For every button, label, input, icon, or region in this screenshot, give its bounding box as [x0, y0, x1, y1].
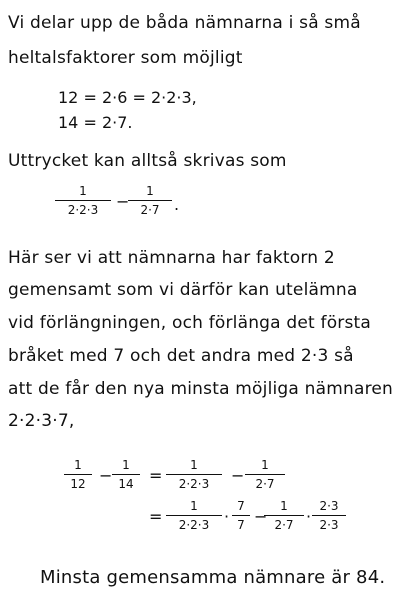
denominator: 2·2·3	[178, 477, 210, 491]
fraction	[64, 458, 92, 491]
text-line: Här ser vi att nämnarna har faktorn 2	[8, 248, 335, 268]
minus-sign: −	[116, 192, 130, 211]
factorization-12: 12 = 2·6 = 2·2·3,	[58, 88, 197, 107]
minus-sign: −	[99, 466, 113, 485]
denominator: 2·7	[140, 203, 160, 217]
text-line: Vi delar upp de båda nämnarna i så små	[8, 13, 361, 33]
numerator: 1	[190, 458, 198, 472]
fraction	[55, 184, 111, 217]
fraction	[245, 458, 285, 491]
fraction-bar	[112, 474, 140, 475]
text-line: bråket med 7 och det andra med 2·3 så	[8, 346, 354, 366]
text-line: att de får den nya minsta möjliga nämnaren	[8, 379, 394, 399]
numerator: 1	[261, 458, 269, 472]
fraction-bar	[64, 474, 92, 475]
denominator: 2·2·3	[67, 203, 99, 217]
minus-sign: −	[231, 466, 245, 485]
fraction-bar	[55, 200, 111, 201]
minus-sign: −	[254, 507, 268, 526]
text-line: Uttrycket kan alltså skrivas som	[8, 151, 287, 171]
denominator: 7	[237, 518, 245, 532]
fraction-bar	[128, 200, 172, 201]
numerator: 1	[146, 184, 154, 198]
denominator: 2·2·3	[178, 518, 210, 532]
fraction-bar	[312, 515, 346, 516]
fraction-bar	[166, 474, 222, 475]
text-line: vid förlängningen, och förlänga det första	[8, 313, 372, 333]
fraction	[312, 499, 346, 532]
fraction-bar	[166, 515, 222, 516]
fraction	[112, 458, 140, 491]
conclusion-text: Minsta gemensamma nämnare är 84.	[40, 567, 386, 588]
fraction	[264, 499, 304, 532]
denominator: 2·7	[255, 477, 275, 491]
text-line: gemensamt som vi därför kan utelämna	[8, 280, 358, 300]
numerator: 1	[74, 458, 82, 472]
equals-sign: =	[149, 466, 163, 485]
text-line: 2·2·3·7,	[8, 411, 75, 431]
text-line: heltalsfaktorer som möjligt	[8, 48, 243, 68]
numerator: 1	[190, 499, 198, 513]
fraction-bar	[232, 515, 250, 516]
fraction-bar	[245, 474, 285, 475]
fraction-bar	[264, 515, 304, 516]
period: .	[174, 195, 180, 214]
factorization-14: 14 = 2·7.	[58, 113, 133, 132]
multiplication-dot: ·	[306, 507, 312, 526]
multiplication-dot: ·	[224, 507, 230, 526]
denominator: 14	[118, 477, 134, 491]
numerator: 1	[280, 499, 288, 513]
denominator: 2·7	[274, 518, 294, 532]
equals-sign: =	[149, 507, 163, 526]
fraction	[232, 499, 250, 532]
numerator: 2·3	[319, 499, 339, 513]
fraction	[166, 458, 222, 491]
numerator: 1	[122, 458, 130, 472]
fraction	[166, 499, 222, 532]
denominator: 2·3	[319, 518, 339, 532]
numerator: 7	[237, 499, 245, 513]
denominator: 12	[70, 477, 86, 491]
numerator: 1	[79, 184, 87, 198]
fraction	[128, 184, 172, 217]
